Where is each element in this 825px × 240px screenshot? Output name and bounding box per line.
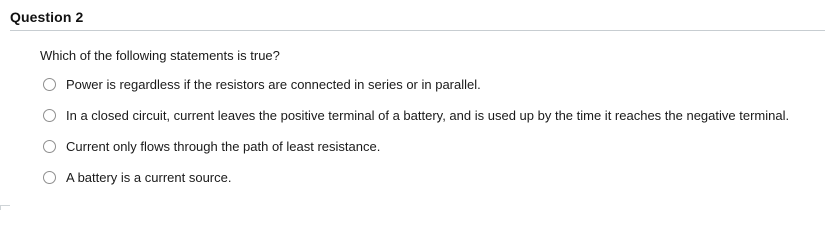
answer-label: In a closed circuit, current leaves the positive terminal of a battery, and is used up by the time it reaches the negative terminal. [66, 108, 790, 123]
answer-option-4[interactable] [43, 167, 789, 188]
radio-button[interactable] [43, 140, 56, 153]
radio-button[interactable] [43, 109, 56, 122]
answer-label: A battery is a current source. [66, 170, 232, 185]
radio-button[interactable] [43, 171, 56, 184]
answer-label: Current only flows through the path of least resistance. [66, 139, 381, 154]
answer-options [43, 74, 789, 198]
question-prompt: Which of the following statements is true? [40, 48, 280, 63]
next-panel-edge [0, 205, 10, 210]
question-header [10, 0, 825, 31]
question-title: Question 2 [10, 9, 84, 25]
answer-option-2[interactable] [43, 105, 789, 126]
answer-option-3[interactable] [43, 136, 789, 157]
answer-option-1[interactable] [43, 74, 789, 95]
answer-label: Power is regardless if the resistors are connected in series or in parallel. [66, 77, 481, 92]
radio-button[interactable] [43, 78, 56, 91]
